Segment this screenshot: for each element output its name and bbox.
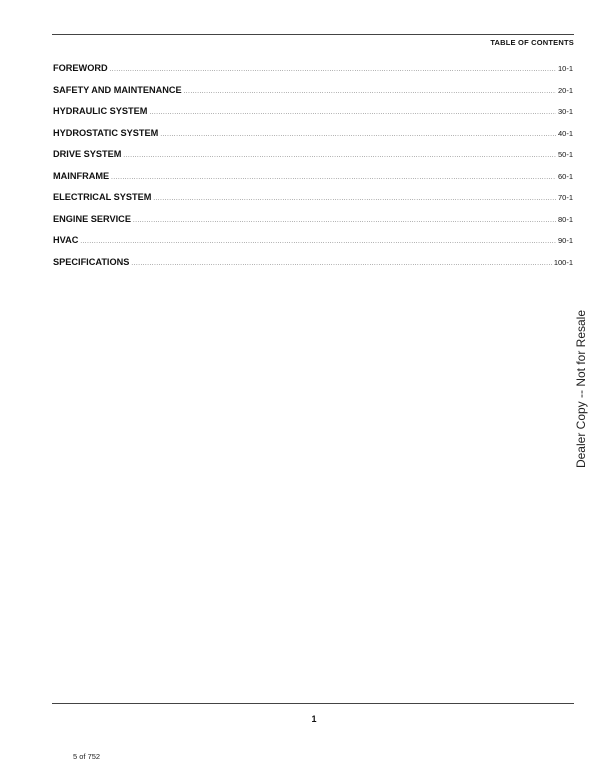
toc-entry-page[interactable]: 20-1 xyxy=(557,85,573,95)
toc-entry[interactable] xyxy=(53,192,573,214)
toc-entry[interactable] xyxy=(53,235,573,257)
toc-entry-title[interactable]: SAFETY AND MAINTENANCE xyxy=(53,84,182,95)
toc-entry-page[interactable]: 60-1 xyxy=(557,171,573,181)
toc-entry-title[interactable]: ELECTRICAL SYSTEM xyxy=(53,192,152,202)
toc-entry[interactable] xyxy=(53,149,573,171)
toc-dot-leader xyxy=(110,67,556,73)
toc-entry-page[interactable]: 90-1 xyxy=(557,236,573,245)
toc-entry-title[interactable]: HYDROSTATIC SYSTEM xyxy=(53,127,159,138)
toc-entry[interactable] xyxy=(53,85,573,107)
header-rule xyxy=(52,34,574,35)
toc-entry-title[interactable]: HVAC xyxy=(53,235,79,245)
toc-entry[interactable] xyxy=(53,106,573,128)
page-header-title: TABLE OF CONTENTS xyxy=(490,38,574,47)
toc-dot-leader xyxy=(133,218,556,224)
toc-entry-page[interactable]: 100-1 xyxy=(553,257,573,267)
toc-dot-leader xyxy=(111,175,556,181)
toc-dot-leader xyxy=(80,239,556,245)
page-count: 5 of 752 xyxy=(73,752,101,761)
footer-rule xyxy=(52,703,574,704)
toc-dot-leader xyxy=(131,261,551,267)
toc-entry[interactable] xyxy=(53,257,573,279)
toc-entry[interactable] xyxy=(53,214,573,236)
toc-entry[interactable] xyxy=(53,128,573,150)
toc-entry-page[interactable]: 10-1 xyxy=(557,64,573,73)
toc-entry[interactable] xyxy=(53,171,573,193)
toc-entry-title[interactable]: HYDRAULIC SYSTEM xyxy=(53,106,148,116)
table-of-contents xyxy=(53,63,573,278)
toc-entry-title[interactable]: MAINFRAME xyxy=(53,170,110,181)
toc-entry-title[interactable]: FOREWORD xyxy=(53,63,108,73)
toc-entry-page[interactable]: 50-1 xyxy=(557,150,573,159)
toc-entry-page[interactable]: 40-1 xyxy=(557,128,573,138)
toc-entry-title[interactable]: ENGINE SERVICE xyxy=(53,213,131,224)
toc-entry-page[interactable]: 70-1 xyxy=(557,193,573,202)
toc-dot-leader xyxy=(184,89,556,95)
toc-entry-title[interactable]: SPECIFICATIONS xyxy=(53,256,130,267)
toc-dot-leader xyxy=(153,196,556,202)
dealer-copy-watermark: Dealer Copy -- Not for Resale xyxy=(574,309,588,469)
toc-entry-page[interactable]: 30-1 xyxy=(557,107,573,116)
toc-entry-title[interactable]: DRIVE SYSTEM xyxy=(53,149,122,159)
toc-dot-leader xyxy=(160,132,556,138)
toc-dot-leader xyxy=(149,110,556,116)
toc-entry-page[interactable]: 80-1 xyxy=(557,214,573,224)
page-number: 1 xyxy=(311,714,317,724)
toc-entry[interactable] xyxy=(53,63,573,85)
toc-dot-leader xyxy=(123,153,556,159)
